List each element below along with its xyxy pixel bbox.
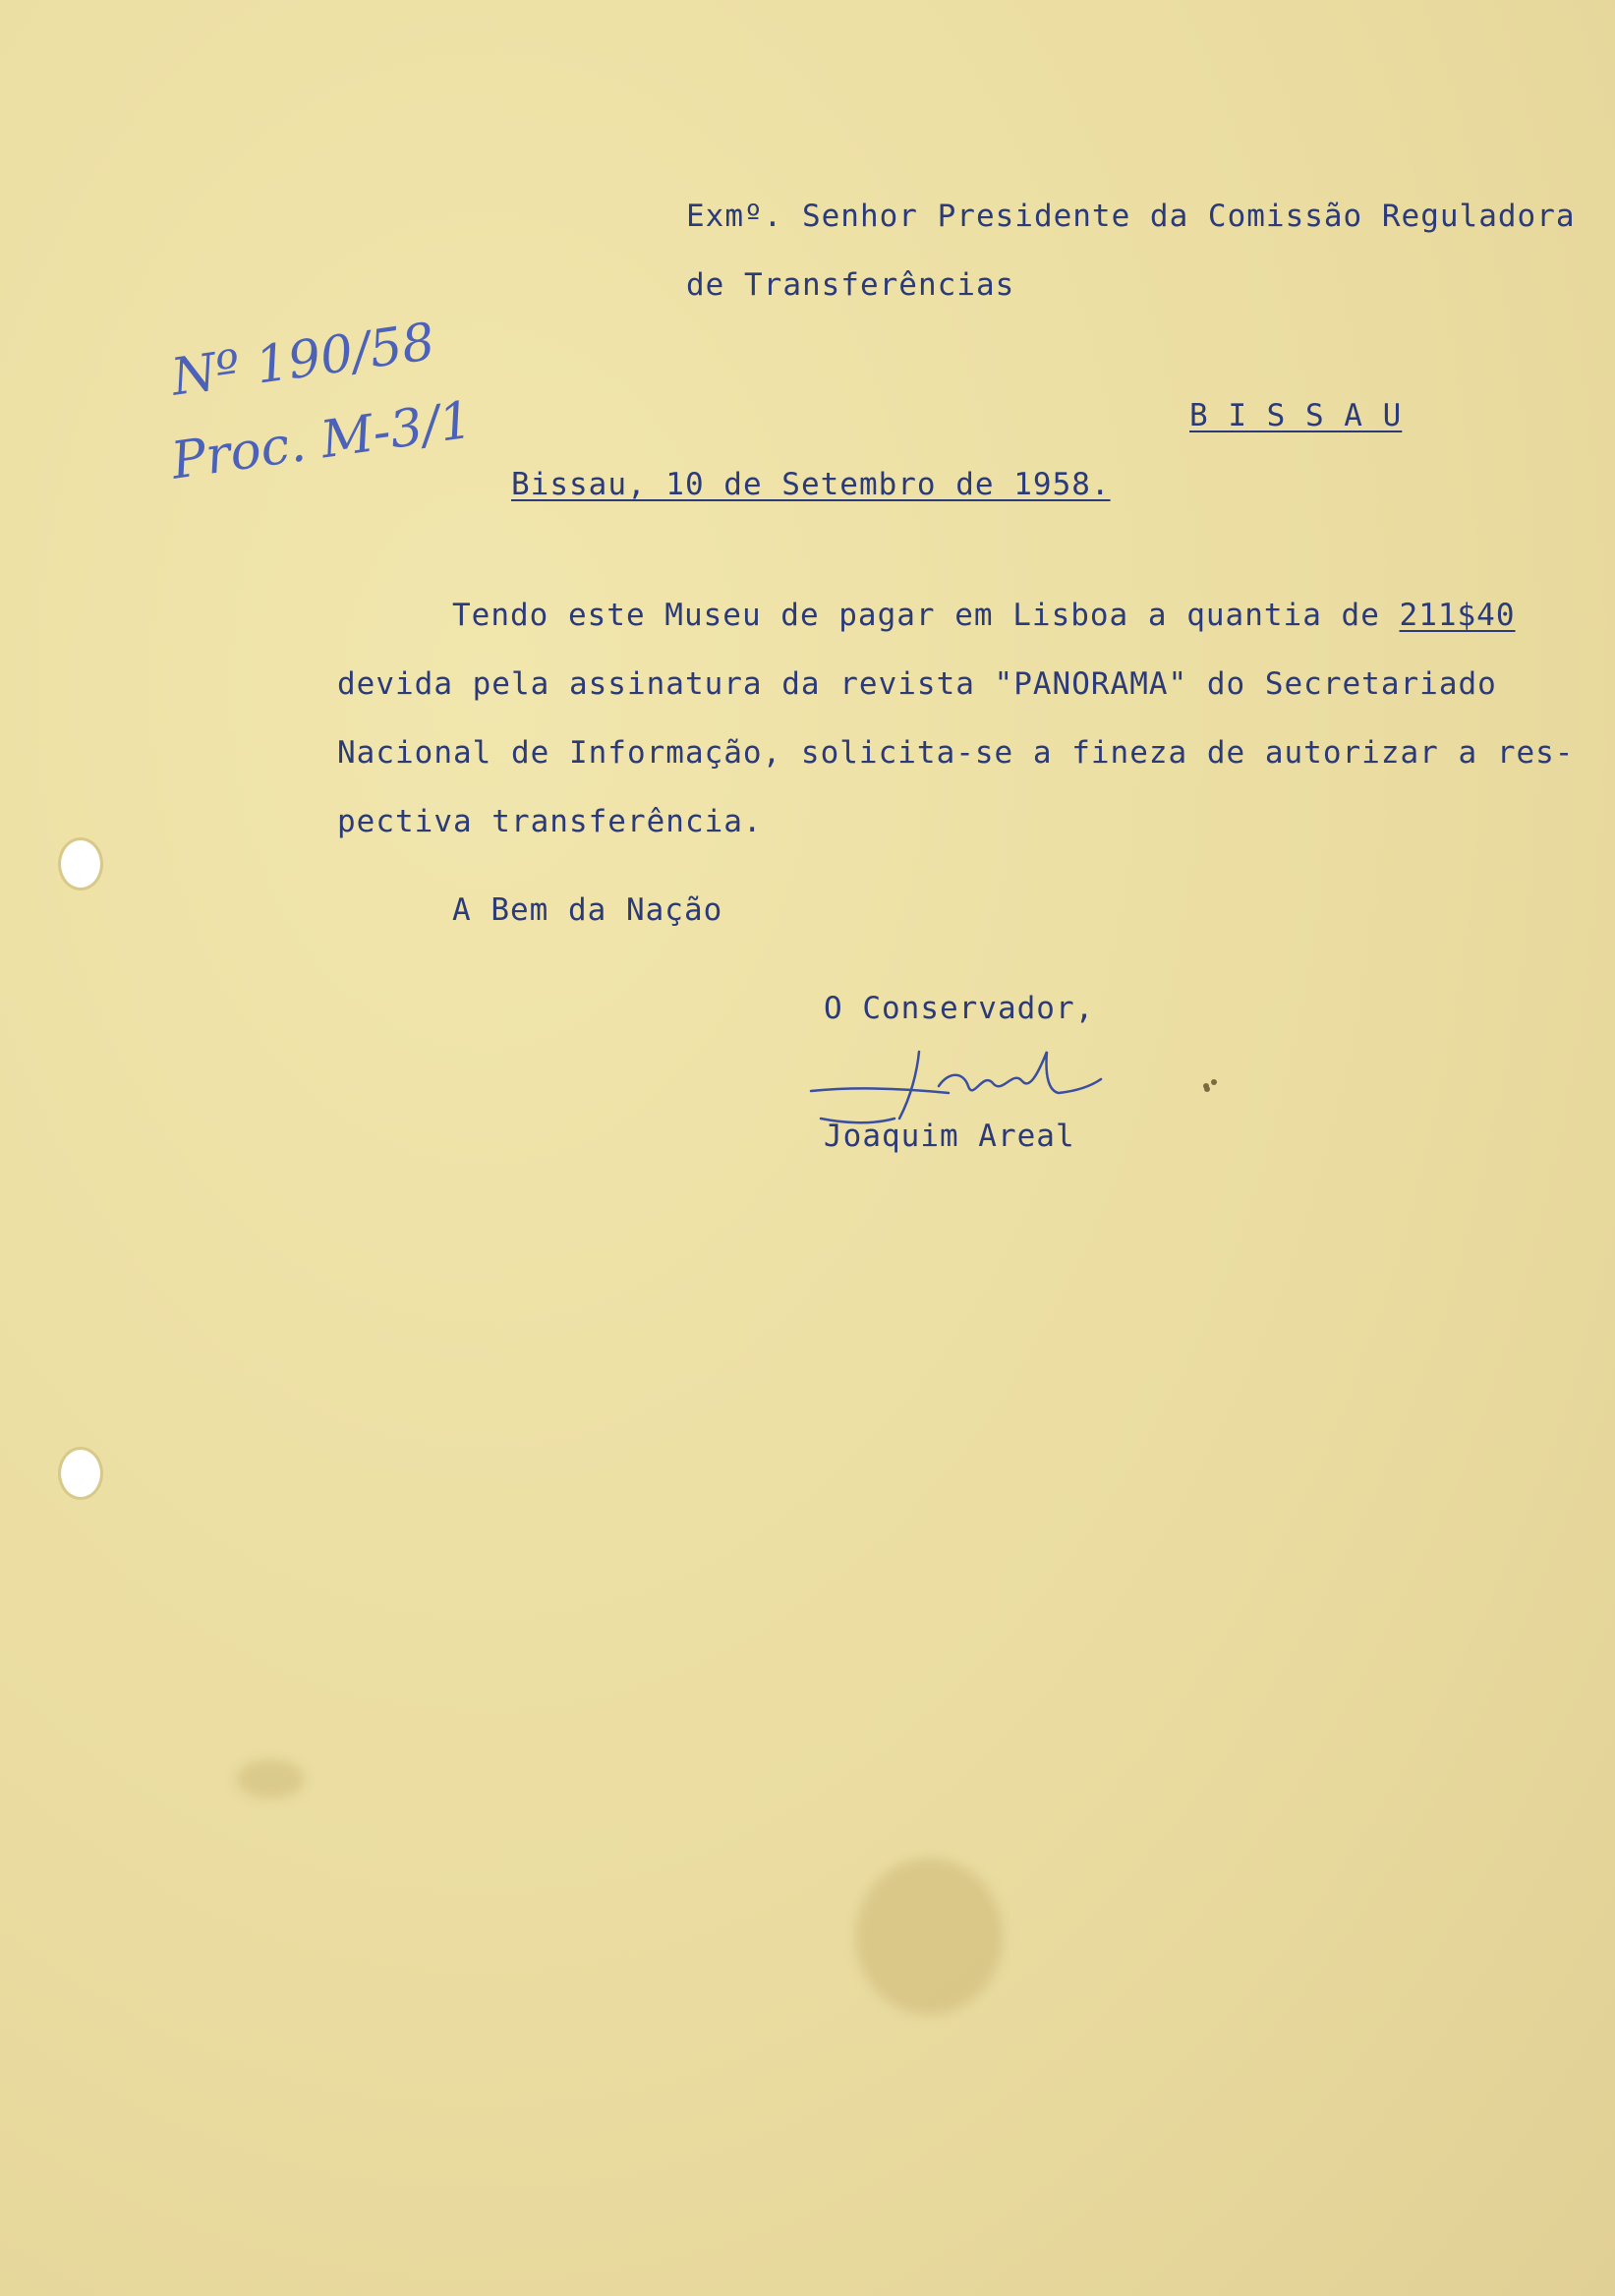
body-line-4: pectiva transferência. bbox=[337, 804, 763, 839]
signer-name: Joaquim Areal bbox=[824, 1119, 1075, 1154]
handwritten-process-code: Proc. M-3/1 bbox=[167, 390, 477, 491]
signer-title: O Conservador, bbox=[824, 991, 1095, 1026]
punch-hole bbox=[61, 1450, 100, 1497]
addressee-line-1: Exmº. Senhor Presidente da Comissão Reguladora bbox=[686, 199, 1576, 234]
addressee-line-2: de Transferências bbox=[686, 267, 1015, 303]
paper-spot bbox=[1203, 1083, 1209, 1089]
body-line-3: Nacional de Informação, solicita-se a fineza de autorizar a res- bbox=[337, 735, 1575, 771]
body-line-1-text: Tendo este Museu de pagar em Lisboa a quantia de bbox=[452, 598, 1380, 633]
paper-stain bbox=[236, 1759, 305, 1799]
paper-spot bbox=[1211, 1079, 1217, 1085]
handwritten-reference-number: Nº 190/58 bbox=[167, 312, 438, 408]
body-line-2: devida pela assinatura da revista "PANORAMA" do Secretariado bbox=[337, 666, 1497, 702]
payment-amount: 211$40 bbox=[1399, 598, 1516, 633]
letter-date: Bissau, 10 de Setembro de 1958. bbox=[511, 467, 1111, 502]
paper-stain bbox=[855, 1858, 1003, 2015]
destination-city: B I S S A U bbox=[1189, 398, 1403, 433]
punch-hole bbox=[61, 840, 100, 888]
body-line-1 bbox=[452, 598, 1516, 633]
closing-salutation: A Bem da Nação bbox=[452, 892, 723, 928]
